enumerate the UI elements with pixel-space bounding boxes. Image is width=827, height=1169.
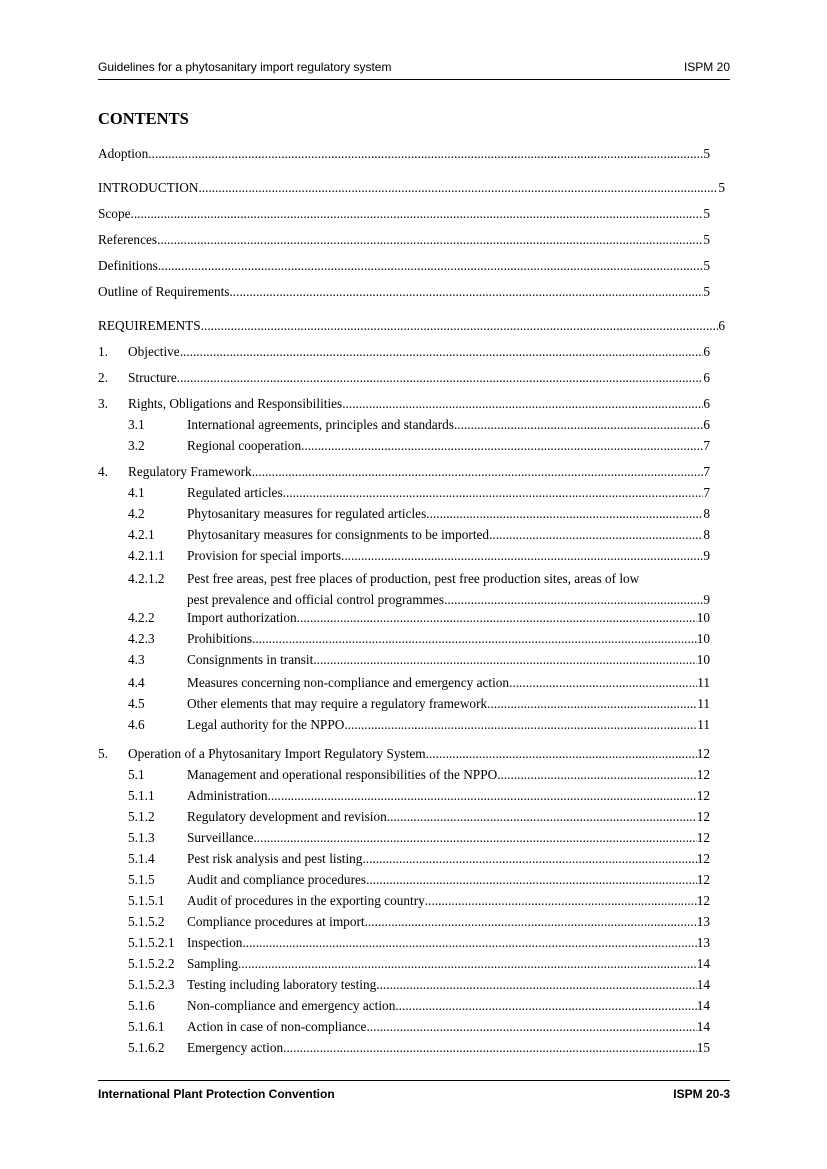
toc-entry-number: 3.2	[128, 438, 145, 453]
toc-entry-number: 5.1.6.2	[128, 1040, 165, 1055]
toc-dot-leader	[177, 367, 704, 388]
toc-entry-title: Legal authority for the NPPO	[187, 717, 345, 732]
toc-entry-number: 4.5	[128, 696, 145, 711]
toc-entry-title: Administration	[187, 788, 268, 803]
toc-dot-leader	[283, 482, 704, 503]
toc-dot-leader	[229, 281, 703, 302]
toc-dot-leader	[454, 414, 703, 435]
toc-entry-title: Outline of Requirements	[98, 284, 230, 299]
toc-entry[interactable]	[98, 890, 710, 911]
toc-entry-title: Regulatory Framework	[128, 464, 252, 479]
page-header	[98, 60, 730, 80]
toc-entry[interactable]	[98, 143, 710, 164]
toc-entry[interactable]	[98, 714, 710, 735]
toc-entry-title: Import authorization	[187, 610, 297, 625]
toc-entry-number: 4.2.1.2	[128, 571, 165, 586]
toc-entry-title: Structure	[128, 370, 177, 385]
toc-entry-page: 6	[703, 370, 710, 385]
toc-entry-page: 13	[696, 935, 710, 950]
toc-dot-leader	[252, 461, 704, 482]
toc-dot-leader	[426, 503, 703, 524]
toc-dot-leader	[366, 1016, 696, 1037]
toc-entry-number: 4.3	[128, 652, 145, 667]
toc-entry[interactable]	[98, 255, 710, 276]
toc-entry-page: 6	[703, 417, 710, 432]
toc-entry-title: References	[98, 232, 158, 247]
page-footer	[98, 1080, 730, 1107]
toc-entry-page: 15	[696, 1040, 710, 1055]
toc-entry[interactable]	[98, 869, 710, 890]
footer-page-number: ISPM 20-3	[673, 1087, 730, 1101]
toc-entry-title: Provision for special imports	[187, 548, 342, 563]
toc-entry[interactable]	[98, 995, 710, 1016]
toc-entry[interactable]	[98, 743, 710, 764]
toc-entry-number: 4.2.2	[128, 610, 155, 625]
toc-entry-page: 5	[718, 180, 725, 195]
toc-entry[interactable]	[98, 414, 710, 435]
toc-entry-title: Audit and compliance procedures	[187, 872, 367, 887]
toc-entry-page: 7	[703, 438, 710, 453]
toc-entry[interactable]	[98, 911, 710, 932]
toc-entry-page: 12	[696, 809, 710, 824]
toc-dot-leader	[201, 315, 719, 336]
toc-entry-page: 10	[696, 610, 710, 625]
toc-entry-number: 4.2.1	[128, 527, 155, 542]
toc-dot-leader	[157, 229, 703, 250]
toc-entry-title: Emergency action	[187, 1040, 284, 1055]
toc-entry-page: 14	[696, 977, 710, 992]
toc-dot-leader	[180, 341, 704, 362]
toc-entry-page: 12	[696, 788, 710, 803]
toc-entry-page: 5	[703, 284, 710, 299]
toc-entry[interactable]	[98, 367, 710, 388]
toc-entry-title: Regulated articles	[187, 485, 283, 500]
toc-entry-title: Non-compliance and emergency action	[187, 998, 396, 1013]
toc-entry[interactable]	[98, 203, 710, 224]
toc-entry-title: Action in case of non-compliance	[187, 1019, 367, 1034]
toc-entry-page: 5	[703, 232, 710, 247]
toc-dot-leader	[376, 974, 696, 995]
toc-entry-page: 13	[696, 914, 710, 929]
toc-entry-title: Scope	[98, 206, 131, 221]
toc-entry[interactable]	[98, 568, 710, 610]
toc-entry[interactable]	[98, 1037, 710, 1058]
toc-entry-title: Audit of procedures in the exporting country	[187, 893, 425, 908]
toc-entry[interactable]	[98, 435, 710, 456]
toc-dot-leader	[366, 869, 697, 890]
toc-entry-page: 11	[697, 717, 710, 732]
toc-dot-leader	[509, 672, 697, 693]
toc-dot-leader	[268, 785, 697, 806]
toc-entry-title: Operation of a Phytosanitary Import Regulatory System	[128, 746, 426, 761]
toc-entry[interactable]	[98, 672, 710, 693]
toc-entry[interactable]	[98, 785, 710, 806]
toc-dot-leader	[365, 911, 697, 932]
toc-entry[interactable]	[98, 177, 725, 198]
toc-dot-leader	[252, 628, 697, 649]
toc-entry-number: 5.1.6	[128, 998, 155, 1013]
toc-entry-page: 10	[696, 652, 710, 667]
toc-dot-leader	[131, 203, 704, 224]
toc-entry[interactable]	[98, 932, 710, 953]
toc-entry-title: Compliance procedures at import	[187, 914, 365, 929]
toc-entry-title: Phytosanitary measures for consignments to be imported	[187, 527, 490, 542]
toc-entry[interactable]	[98, 503, 710, 524]
footer-organization: International Plant Protection Convention	[98, 1087, 335, 1101]
toc-dot-leader	[342, 393, 703, 414]
toc-entry-page: 8	[703, 506, 710, 521]
toc-entry-page: 12	[696, 893, 710, 908]
toc-entry-number: 5.1.4	[128, 851, 155, 866]
toc-entry-page: 5	[703, 206, 710, 221]
toc-entry[interactable]	[98, 693, 710, 714]
toc-entry-number: 5.1.1	[128, 788, 155, 803]
toc-entry-page: 12	[696, 746, 710, 761]
toc-dot-leader	[297, 607, 697, 628]
toc-entry[interactable]	[98, 545, 710, 566]
toc-entry[interactable]	[98, 524, 710, 545]
toc-entry-number: 5.1.2	[128, 809, 155, 824]
toc-entry-page: 5	[703, 258, 710, 273]
toc-entry-title: Regulatory development and revision	[187, 809, 387, 824]
toc-entry-title: Definitions	[98, 258, 158, 273]
toc-dot-leader	[158, 255, 704, 276]
toc-entry-number: 4.6	[128, 717, 145, 732]
toc-dot-leader	[497, 764, 697, 785]
toc-entry-number: 5.1.5.2.1	[128, 935, 175, 950]
toc-entry[interactable]	[98, 848, 710, 869]
toc-entry-page: 12	[696, 830, 710, 845]
toc-entry-page: 9	[703, 548, 710, 563]
toc-entry[interactable]	[98, 974, 710, 995]
toc-entry-page: 12	[696, 767, 710, 782]
toc-entry-number: 1.	[98, 344, 108, 359]
toc-entry-number: 5.1	[128, 767, 145, 782]
toc-entry-title: Pest free areas, pest free places of production, pest free production sites, areas of low	[187, 571, 640, 586]
toc-entry-number: 5.1.5.2	[128, 914, 165, 929]
toc-entry-number: 4.2	[128, 506, 145, 521]
toc-entry-page: 12	[696, 872, 710, 887]
toc-entry-page: 11	[697, 696, 710, 711]
toc-entry-page: 14	[696, 1019, 710, 1034]
toc-entry-page: 7	[703, 485, 710, 500]
toc-dot-leader	[238, 953, 697, 974]
header-standard-id: ISPM 20	[683, 60, 730, 74]
toc-entry-number: 4.	[98, 464, 108, 479]
toc-dot-leader	[148, 143, 703, 164]
toc-entry-page: 12	[696, 851, 710, 866]
toc-entry[interactable]	[98, 607, 710, 628]
toc-entry-page: 5	[703, 146, 710, 161]
toc-entry[interactable]	[98, 393, 710, 414]
toc-entry-number: 5.1.5.2.3	[128, 977, 175, 992]
toc-dot-leader	[283, 1037, 697, 1058]
toc-dot-leader	[341, 545, 703, 566]
toc-entry-page: 9	[703, 592, 710, 607]
toc-entry-title: Regional cooperation	[187, 438, 302, 453]
toc-dot-leader	[425, 890, 697, 911]
toc-entry[interactable]	[98, 806, 710, 827]
toc-entry-title: INTRODUCTION	[98, 180, 199, 195]
toc-entry[interactable]	[98, 1016, 710, 1037]
page-title: CONTENTS	[98, 109, 189, 128]
toc-dot-leader	[253, 827, 696, 848]
toc-entry[interactable]	[98, 341, 710, 362]
toc-entry-page: 6	[703, 344, 710, 359]
toc-entry[interactable]	[98, 649, 710, 670]
toc-entry-title: Management and operational responsibilities of the NPPO	[187, 767, 498, 782]
toc-entry-title: Sampling	[187, 956, 238, 971]
toc-entry-title: Inspection	[187, 935, 243, 950]
toc-entry-title: Objective	[128, 344, 180, 359]
toc-dot-leader	[198, 177, 718, 198]
toc-entry-number: 4.4	[128, 675, 145, 690]
toc-entry[interactable]	[98, 229, 710, 250]
toc-entry-page: 11	[697, 675, 710, 690]
toc-entry-number: 5.1.5.1	[128, 893, 165, 908]
toc-entry-title: Other elements that may require a regulatory framework	[187, 696, 488, 711]
toc-dot-leader	[387, 806, 697, 827]
toc-entry-page: 14	[696, 998, 710, 1013]
toc-entry[interactable]	[98, 461, 710, 482]
toc-entry-number: 4.2.1.1	[128, 548, 165, 563]
toc-entry-title: Testing including laboratory testing	[187, 977, 377, 992]
toc-entry-number: 3.1	[128, 417, 145, 432]
toc-entry-number: 5.1.5.2.2	[128, 956, 175, 971]
toc-dot-leader	[242, 932, 696, 953]
toc-entry-number: 5.	[98, 746, 108, 761]
toc-dot-leader	[301, 435, 703, 456]
toc-entry-page: 6	[718, 318, 725, 333]
toc-entry-title: International agreements, principles and standards	[187, 417, 454, 432]
toc-entry-number: 5.1.5	[128, 872, 155, 887]
toc-dot-leader	[344, 714, 697, 735]
toc-dot-leader	[487, 693, 697, 714]
toc-dot-leader	[426, 743, 697, 764]
toc-dot-leader	[489, 524, 703, 545]
toc-entry-title: Measures concerning non-compliance and emergency action	[187, 675, 510, 690]
toc-entry[interactable]	[98, 764, 710, 785]
toc-entry-title: Pest risk analysis and pest listing	[187, 851, 363, 866]
toc-entry-title: Surveillance	[187, 830, 254, 845]
toc-entry-title: Rights, Obligations and Responsibilities	[128, 396, 343, 411]
toc-entry[interactable]	[98, 953, 710, 974]
toc-dot-leader	[362, 848, 696, 869]
toc-entry-page: 10	[696, 631, 710, 646]
toc-dot-leader	[395, 995, 696, 1016]
toc-entry-number: 2.	[98, 370, 108, 385]
toc-entry[interactable]	[98, 315, 725, 336]
toc-entry-page: 14	[696, 956, 710, 971]
toc-entry-page: 6	[703, 396, 710, 411]
toc-entry-page: 7	[703, 464, 710, 479]
toc-entry-title-continued: pest prevalence and official control programmes	[187, 592, 445, 607]
toc-entry-number: 5.1.6.1	[128, 1019, 165, 1034]
toc-entry-number: 4.1	[128, 485, 145, 500]
header-title: Guidelines for a phytosanitary import regulatory system	[98, 60, 392, 74]
toc-entry-number: 5.1.3	[128, 830, 155, 845]
toc-entry-title: Adoption	[98, 146, 149, 161]
toc-entry[interactable]	[98, 281, 710, 302]
toc-entry[interactable]	[98, 628, 710, 649]
toc-entry-title: Consignments in transit	[187, 652, 314, 667]
toc-entry-title: Phytosanitary measures for regulated articles	[187, 506, 427, 521]
toc-entry-page: 8	[703, 527, 710, 542]
toc-entry[interactable]	[98, 482, 710, 503]
toc-entry[interactable]	[98, 827, 710, 848]
toc-entry-number: 4.2.3	[128, 631, 155, 646]
toc-entry-title: Prohibitions	[187, 631, 253, 646]
toc-entry-title: REQUIREMENTS	[98, 318, 201, 333]
toc-dot-leader	[313, 649, 696, 670]
toc-entry-number: 3.	[98, 396, 108, 411]
